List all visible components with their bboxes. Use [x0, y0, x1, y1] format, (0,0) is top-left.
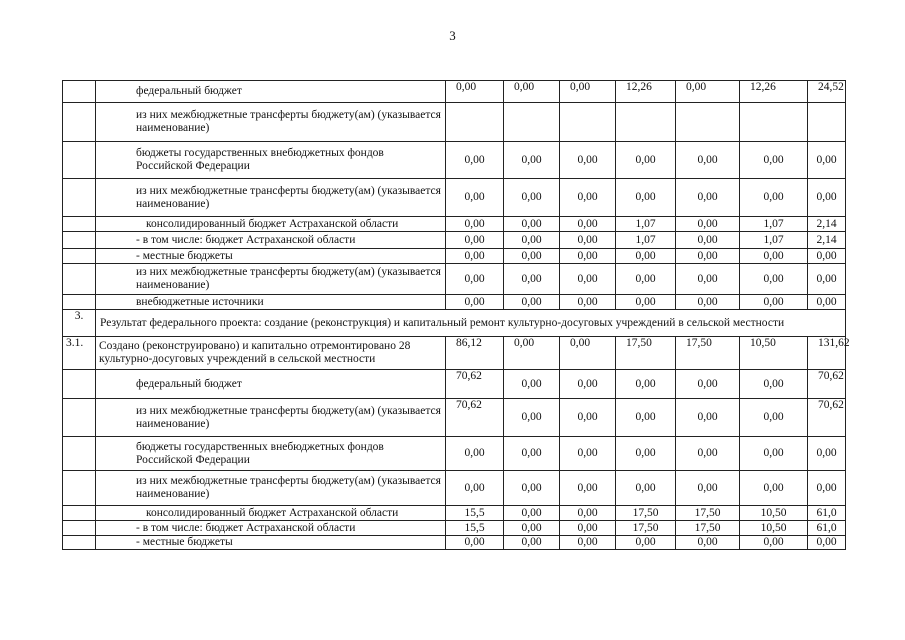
- value-cell: 0,00: [504, 506, 560, 521]
- value-cell: 0,00: [446, 217, 504, 232]
- value-cell: 0,00: [560, 471, 616, 506]
- value-cell: 0,00: [676, 217, 740, 232]
- value-cell: 0,00: [808, 264, 846, 295]
- row-name: Создано (реконструировано) и капитально отремонтировано 28 культурно-досуговых учреждений в сельской местности: [96, 337, 446, 370]
- table-row: [63, 521, 846, 536]
- value-cell: [560, 103, 616, 142]
- row-number: [63, 142, 96, 179]
- value-cell: 1,07: [740, 232, 808, 249]
- row-number: [63, 506, 96, 521]
- value-cell: 0,00: [504, 179, 560, 217]
- value-cell: 0,00: [676, 142, 740, 179]
- value-cell: 0,00: [676, 295, 740, 310]
- value-cell: 0,00: [560, 295, 616, 310]
- row-number: [63, 81, 96, 103]
- row-number: [63, 521, 96, 536]
- value-cell: 0,00: [560, 264, 616, 295]
- value-cell: 0,00: [504, 536, 560, 550]
- value-cell: 0,00: [616, 249, 676, 264]
- row-name: - местные бюджеты: [96, 536, 446, 550]
- table-row: [63, 249, 846, 264]
- row-number: [63, 103, 96, 142]
- value-cell: 0,00: [676, 249, 740, 264]
- value-cell: 0,00: [676, 399, 740, 437]
- row-number: [63, 249, 96, 264]
- value-cell: 0,00: [504, 295, 560, 310]
- value-cell: 0,00: [616, 536, 676, 550]
- value-cell: 0,00: [808, 179, 846, 217]
- value-cell: 0,00: [740, 179, 808, 217]
- row-name: федеральный бюджет: [96, 370, 446, 399]
- table-row: [63, 399, 846, 437]
- value-cell: 0,00: [504, 471, 560, 506]
- row-number: [63, 471, 96, 506]
- value-cell: 0,00: [560, 217, 616, 232]
- value-cell: 0,00: [446, 295, 504, 310]
- row-number: [63, 264, 96, 295]
- value-cell: 0,00: [740, 399, 808, 437]
- row-name: бюджеты государственных внебюджетных фондов Российской Федерации: [96, 437, 446, 471]
- value-cell: 0,00: [616, 370, 676, 399]
- table-row: [63, 103, 846, 142]
- row-number: [63, 179, 96, 217]
- value-cell: 0,00: [504, 370, 560, 399]
- row-number: 3.1.: [63, 337, 96, 370]
- value-cell: 0,00: [446, 232, 504, 249]
- value-cell: 0,00: [676, 471, 740, 506]
- value-cell: 0,00: [504, 249, 560, 264]
- value-cell: 0,00: [740, 437, 808, 471]
- row-name: - в том числе: бюджет Астраханской области: [96, 521, 446, 536]
- value-cell: 17,50: [676, 506, 740, 521]
- value-cell: 0,00: [616, 399, 676, 437]
- value-cell: 0,00: [446, 264, 504, 295]
- value-cell: 0,00: [446, 81, 504, 103]
- row-number: [63, 295, 96, 310]
- value-cell: 0,00: [740, 536, 808, 550]
- value-cell: 10,50: [740, 506, 808, 521]
- table-row: [63, 217, 846, 232]
- table-row: [63, 471, 846, 506]
- value-cell: 0,00: [446, 142, 504, 179]
- section-number: 3.: [63, 310, 96, 337]
- row-number: [63, 232, 96, 249]
- row-name: - в том числе: бюджет Астраханской области: [96, 232, 446, 249]
- value-cell: 0,00: [616, 264, 676, 295]
- value-cell: 0,00: [504, 217, 560, 232]
- value-cell: 17,50: [676, 521, 740, 536]
- value-cell: 0,00: [616, 437, 676, 471]
- value-cell: 0,00: [504, 81, 560, 103]
- value-cell: 0,00: [560, 179, 616, 217]
- value-cell: 0,00: [676, 264, 740, 295]
- value-cell: 0,00: [560, 370, 616, 399]
- value-cell: 0,00: [504, 521, 560, 536]
- value-cell: 131,62: [808, 337, 846, 370]
- section-row: [63, 310, 846, 337]
- value-cell: 0,00: [560, 521, 616, 536]
- row-name: консолидированный бюджет Астраханской области: [96, 217, 446, 232]
- value-cell: 0,00: [616, 142, 676, 179]
- value-cell: 0,00: [740, 295, 808, 310]
- table-row: [63, 337, 846, 370]
- value-cell: 0,00: [446, 471, 504, 506]
- row-number: [63, 437, 96, 471]
- page-number: 3: [449, 28, 456, 43]
- value-cell: 0,00: [676, 232, 740, 249]
- value-cell: 10,50: [740, 521, 808, 536]
- row-name: федеральный бюджет: [96, 81, 446, 103]
- row-number: [63, 536, 96, 550]
- value-cell: 0,00: [504, 337, 560, 370]
- row-name: внебюджетные источники: [96, 295, 446, 310]
- value-cell: 0,00: [504, 142, 560, 179]
- table-row: [63, 370, 846, 399]
- value-cell: 17,50: [616, 506, 676, 521]
- value-cell: 0,00: [808, 437, 846, 471]
- value-cell: [616, 103, 676, 142]
- table-row: [63, 179, 846, 217]
- value-cell: 0,00: [504, 264, 560, 295]
- value-cell: 0,00: [616, 471, 676, 506]
- value-cell: [740, 103, 808, 142]
- value-cell: 1,07: [740, 217, 808, 232]
- value-cell: [676, 103, 740, 142]
- value-cell: 0,00: [560, 399, 616, 437]
- value-cell: 61,0: [808, 521, 846, 536]
- value-cell: 17,50: [616, 337, 676, 370]
- value-cell: 0,00: [560, 232, 616, 249]
- table-row: [63, 295, 846, 310]
- value-cell: 61,0: [808, 506, 846, 521]
- row-name: из них межбюджетные трансферты бюджету(ам) (указывается наименование): [96, 103, 446, 142]
- value-cell: 0,00: [446, 536, 504, 550]
- value-cell: 0,00: [446, 179, 504, 217]
- row-number: [63, 370, 96, 399]
- value-cell: 0,00: [446, 249, 504, 264]
- table-body: [63, 81, 850, 550]
- value-cell: 15,5: [446, 506, 504, 521]
- value-cell: 1,07: [616, 217, 676, 232]
- table-row: [63, 142, 846, 179]
- value-cell: 0,00: [808, 536, 846, 550]
- value-cell: 0,00: [808, 142, 846, 179]
- value-cell: 0,00: [808, 471, 846, 506]
- value-cell: 0,00: [740, 249, 808, 264]
- value-cell: [446, 103, 504, 142]
- budget-table: [62, 80, 850, 550]
- value-cell: 0,00: [676, 179, 740, 217]
- value-cell: 0,00: [560, 249, 616, 264]
- table-row: [63, 232, 846, 249]
- value-cell: 15,5: [446, 521, 504, 536]
- value-cell: 0,00: [616, 179, 676, 217]
- value-cell: 70,62: [446, 399, 504, 437]
- value-cell: 86,12: [446, 337, 504, 370]
- value-cell: 0,00: [560, 536, 616, 550]
- value-cell: 0,00: [616, 295, 676, 310]
- value-cell: 17,50: [616, 521, 676, 536]
- value-cell: 0,00: [560, 337, 616, 370]
- value-cell: 0,00: [740, 471, 808, 506]
- row-name: из них межбюджетные трансферты бюджету(ам) (указывается наименование): [96, 179, 446, 217]
- row-name: - местные бюджеты: [96, 249, 446, 264]
- value-cell: 0,00: [504, 232, 560, 249]
- value-cell: 24,52: [808, 81, 846, 103]
- value-cell: 0,00: [560, 506, 616, 521]
- value-cell: 12,26: [616, 81, 676, 103]
- value-cell: 0,00: [504, 437, 560, 471]
- value-cell: 70,62: [808, 399, 846, 437]
- row-name: бюджеты государственных внебюджетных фондов Российской Федерации: [96, 142, 446, 179]
- value-cell: 2,14: [808, 217, 846, 232]
- value-cell: 0,00: [740, 370, 808, 399]
- value-cell: 0,00: [676, 81, 740, 103]
- value-cell: 2,14: [808, 232, 846, 249]
- value-cell: 12,26: [740, 81, 808, 103]
- table-row: [63, 264, 846, 295]
- value-cell: [808, 103, 846, 142]
- row-number: [63, 217, 96, 232]
- value-cell: 0,00: [560, 142, 616, 179]
- value-cell: 0,00: [504, 399, 560, 437]
- value-cell: 17,50: [676, 337, 740, 370]
- value-cell: 0,00: [560, 437, 616, 471]
- value-cell: 0,00: [446, 437, 504, 471]
- table-row: [63, 81, 846, 103]
- table-row: [63, 506, 846, 521]
- row-name: консолидированный бюджет Астраханской области: [96, 506, 446, 521]
- row-name: из них межбюджетные трансферты бюджету(ам) (указывается наименование): [96, 264, 446, 295]
- value-cell: 0,00: [676, 437, 740, 471]
- row-number: [63, 399, 96, 437]
- value-cell: 70,62: [808, 370, 846, 399]
- value-cell: 0,00: [676, 536, 740, 550]
- table-row: [63, 536, 846, 550]
- value-cell: 0,00: [676, 370, 740, 399]
- value-cell: 0,00: [808, 295, 846, 310]
- value-cell: 0,00: [560, 81, 616, 103]
- row-name: из них межбюджетные трансферты бюджету(ам) (указывается наименование): [96, 399, 446, 437]
- section-title: Результат федерального проекта: создание (реконструкция) и капитальный ремонт культурно-досуговых учреждений в сельской местности: [96, 310, 846, 337]
- row-name: из них межбюджетные трансферты бюджету(ам) (указывается наименование): [96, 471, 446, 506]
- value-cell: 70,62: [446, 370, 504, 399]
- value-cell: 0,00: [740, 142, 808, 179]
- value-cell: 0,00: [808, 249, 846, 264]
- value-cell: 1,07: [616, 232, 676, 249]
- value-cell: 10,50: [740, 337, 808, 370]
- table-row: [63, 437, 846, 471]
- value-cell: [504, 103, 560, 142]
- value-cell: 0,00: [740, 264, 808, 295]
